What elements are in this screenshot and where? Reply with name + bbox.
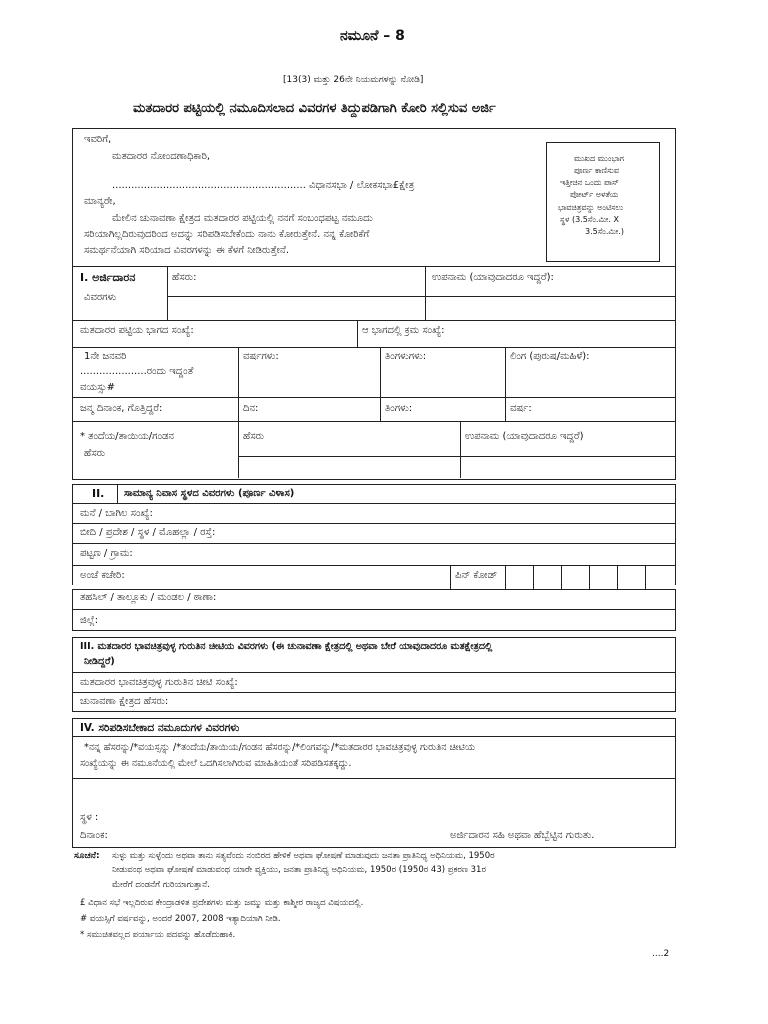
- section-4-line-2: ಸಂಖ್ಯೆಯನ್ನು ಈ ನಮೂನೆಯಲ್ಲಿ ಮೇಲೆ ಒದಗಿಸಲಾಗಿರುವ ಮಾಹಿತಿಯಂತೆ ಸರಿಪಡಿಸತಕ್ಕದ್ದು.: [80, 758, 352, 769]
- label-gender: ಲಿಂಗ (ಪುರುಷ/ಮಹಿಳೆ):: [510, 351, 590, 362]
- label-constituency-name: ಚುನಾವಣಾ ಕ್ಷೇತ್ರದ ಹೆಸರು:: [80, 696, 169, 707]
- photo-line-2: ಪೂರ್ಣ ಕಾಣಿಸುವ: [574, 166, 619, 175]
- label-dob: ಜನ್ಮ ದಿನಾಂಕ, ಗೊತ್ತಿದ್ದರೆ:: [80, 403, 163, 414]
- label-serial-no: ಆ ಭಾಗದಲ್ಲಿ ಕ್ರಮ ಸಂಖ್ಯೆ:: [362, 325, 445, 336]
- footnote-1: £ ವಿಧಾನ ಸಭೆ ಇಲ್ಲದಿರುವ ಕೇಂದ್ರಾಡಳಿತ ಪ್ರದೇಶಗಳು ಮತ್ತು ಜಮ್ಮು ಮತ್ತು ಕಾಶ್ಮೀರ ರಾಜ್ಯದ ವಿಷಯದಲ್ಲಿ.: [80, 898, 364, 908]
- label-year: ವರ್ಷ:: [510, 403, 532, 414]
- label-relative-name: ಹೆಸರು: [243, 431, 265, 442]
- body-line-3: ಸಮರ್ಥನೆಯಾಗಿ ಸರಿಯಾದ ವಿವರಗಳನ್ನು ಈ ಕೆಳಗೆ ನೀಡಿರುತ್ತೇನೆ.: [84, 245, 290, 256]
- note-line-1: ಸುಳ್ಳು ಮತ್ತು ಸುಳ್ಳೆಂದು ಅಥವಾ ತಾನು ಸತ್ಯವೆಂದು ನಂಬಿರದ ಹೇಳಿಕೆ ಅಥವಾ ಘೋಷಣೆ ಮಾಡುವುದು ಜನತಾ ಪ್ರಾತಿನಿಧ್ಯ ಅಧಿನಿಯಮ, 1950ರ: [112, 851, 495, 861]
- label-street: ಬೀದಿ / ಪ್ರದೇಶ / ಸ್ಥಳ / ಮೊಹಲ್ಲಾ / ರಸ್ತೆ:: [80, 527, 216, 538]
- address-to: ಇವರಿಗೆ,: [84, 134, 112, 145]
- salutation: ಮಾನ್ಯರೇ,: [84, 196, 116, 207]
- photo-line-3: ಇತ್ತೀಚಿನ ಒಂದು ಪಾಸ್: [560, 178, 619, 187]
- photo-line-4: ಪೋರ್ಟ್ ಅಳತೆಯ: [570, 190, 619, 199]
- label-relative-surname: ಉಪನಾಮ (ಯಾವುದಾದರೂ ಇದ್ದರೆ): [465, 431, 584, 442]
- label-post-office: ಅಂಚೆ ಕಚೇರಿ:: [80, 570, 125, 581]
- footnote-3: * ಸಮುಚಿತವಲ್ಲದ ಪರ್ಯಾಯ ಪದವನ್ನು ಹೊಡೆದುಹಾಕಿ.: [80, 930, 236, 940]
- label-card-no: ಮತದಾರರ ಭಾವಚಿತ್ರವುಳ್ಳ ಗುರುತಿನ ಚೀಟಿ ಸಂಖ್ಯೆ:: [80, 677, 238, 688]
- label-relative-2: ಹೆಸರು: [84, 448, 106, 459]
- page-continuation: ....2: [652, 949, 670, 959]
- photo-line-1: ಮುಖದ ಮುಂಭಾಗ: [574, 154, 624, 163]
- section-1-heading-2: ವಿವರಗಳು: [84, 292, 117, 303]
- label-tehsil: ತಹಸಿಲ್ / ತಾಲ್ಲೂಕು / ಮಂಡಲ / ಠಾಣಾ:: [80, 592, 217, 603]
- label-age-2: .....................ರಂದು ಇದ್ದಂತೆ: [80, 366, 194, 377]
- note-line-2: ನೀಡುವಂಥ ಅಥವಾ ಘೋಷಣೆ ಮಾಡುವಂಥ ಯಾರೇ ವ್ಯಕ್ತಿಯು, ಜನತಾ ಪ್ರಾತಿನಿಧ್ಯ ಅಧಿನಿಯಮ, 1950ರ (1950ರ 43) ಪ್ರಕರಣ 31ರ: [112, 865, 486, 875]
- section-3-heading-2: ನೀಡಿದ್ದರೆ): [84, 656, 115, 667]
- note-line-3: ಮೇರೆಗೆ ದಂಡನೆಗೆ ಗುರಿಯಾಗುತ್ತಾನೆ.: [112, 880, 210, 890]
- photo-line-7: 3.5ಸೆಂ.ಮೀ.): [585, 227, 624, 236]
- notes-label: ಸೂಚನೆ:: [74, 851, 100, 861]
- section-2-number: II.: [92, 487, 105, 500]
- label-district: ಜಿಲ್ಲೆ:: [80, 615, 99, 626]
- label-month: ತಿಂಗಳು:: [385, 403, 413, 414]
- label-part-no: ಮತದಾರರ ಪಟ್ಟಿಯ ಭಾಗದ ಸಂಖ್ಯೆ:: [80, 325, 194, 336]
- address-constituency: ............................................................. ವಿಧಾನಸಭಾ / ಲೋಕಸಭಾ£ಕ್ಷೇತ್ರ: [112, 180, 415, 191]
- label-place: ಸ್ಥಳ :: [80, 812, 99, 823]
- label-house: ಮನೆ / ಬಾಗಿಲ ಸಂಖ್ಯೆ:: [80, 508, 153, 519]
- photo-line-6: ಸ್ಥಳ (3.5ಸೆಂ.ಮೀ. X: [560, 215, 619, 224]
- label-town: ಪಟ್ಟಣ / ಗ್ರಾಮ:: [80, 548, 133, 559]
- label-age-3: ವಯಸ್ಸು#: [80, 382, 115, 393]
- label-signature: ಅರ್ಜಿದಾರನ ಸಹಿ ಅಥವಾ ಹೆಬ್ಬೆಟ್ಟಿನ ಗುರುತು.: [450, 830, 595, 841]
- section-4-box: [72, 718, 676, 848]
- body-line-2: ಸರಿಯಾಗಿಲ್ಲದಿರುವುದರಿಂದ ಅದನ್ನು ಸರಿಪಡಿಸಬೇಕೆಂದು ನಾನು ಕೋರುತ್ತೇನೆ. ನನ್ನ ಕೋರಿಕೆಗೆ: [84, 229, 370, 240]
- address-officer: ಮತದಾರರ ನೋಂದಣಾಧಿಕಾರಿ,: [112, 151, 211, 162]
- rule-reference: [13(3) ಮತ್ತು 26ನೇ ನಿಯಮಗಳನ್ನು ನೋಡಿ]: [283, 75, 424, 85]
- section-1-heading-1: I. ಅರ್ಜಿದಾರನ: [80, 271, 136, 284]
- label-surname: ಉಪನಾಮ (ಯಾವುದಾದರೂ ಇದ್ದರೆ):: [432, 272, 554, 283]
- footnote-2: # ವಯಸ್ಸಿಗೆ ವರ್ಷವನ್ನು, ಅಂದರೆ 2007, 2008 ಇತ್ಯಾದಿಯಾಗಿ ನೀಡಿ.: [80, 914, 281, 924]
- label-date: ದಿನಾಂಕ:: [80, 830, 108, 841]
- label-name: ಹೆಸರು:: [172, 272, 197, 283]
- section-2-heading: ಸಾಮಾನ್ಯ ನಿವಾಸ ಸ್ಥಳದ ವಿವರಗಳು (ಪೂರ್ಣ ವಿಳಾಸ): [124, 488, 295, 499]
- label-relative-1: * ತಂದೆಯ/ತಾಯಿಯ/ಗಂಡನ: [80, 431, 174, 442]
- label-years: ವರ್ಷಗಳು:: [243, 351, 279, 362]
- page-title: ಮತದಾರರ ಪಟ್ಟಿಯಲ್ಲಿ ನಮೂದಿಸಲಾದ ವಿವರಗಳ ತಿದ್ದುಪಡಿಗಾಗಿ ಕೋರಿ ಸಲ್ಲಿಸುವ ಅರ್ಜಿ: [133, 101, 496, 116]
- section-3-heading-1: III. ಮತದಾರರ ಭಾವಚಿತ್ರವುಳ್ಳ ಗುರುತಿನ ಚೀಟಿಯ ವಿವರಗಳು (ಈ ಚುನಾವಣಾ ಕ್ಷೇತ್ರದಲ್ಲಿ ಅಥವಾ ಬೇರೆ ಯಾವುದಾದರೂ ಮತಕ್ಷೇತ್ರದಲ್ಲಿ: [80, 641, 493, 652]
- section-4-heading: IV. ಸರಿಪಡಿಸಬೇಕಾದ ನಮೂದುಗಳ ವಿವರಗಳು: [80, 722, 240, 734]
- label-day: ದಿನ:: [243, 403, 259, 414]
- section-4-line-1: *ನನ್ನ ಹೆಸರನ್ನು/*ವಯಸ್ಸನ್ನು /*ತಂದೆಯ/ತಾಯಿಯ/ಗಂಡನ ಹೆಸರನ್ನು/*ಲಿಂಗವನ್ನು/*ಮತದಾರರ ಭಾವಚಿತ್ರವುಳ್ಳ ಗುರುತಿನ ಚೀಟಿಯ: [84, 742, 476, 753]
- label-months: ತಿಂಗಳುಗಳು:: [385, 351, 427, 362]
- body-line-1: ಮೇಲಿನ ಚುನಾವಣಾ ಕ್ಷೇತ್ರದ ಮತದಾರರ ಪಟ್ಟಿಯಲ್ಲಿ ನನಗೆ ಸಂಬಂಧಪಟ್ಟ ನಮೂದು: [112, 213, 373, 224]
- label-pin-code: ಪಿನ್ ಕೋಡ್: [455, 570, 498, 581]
- label-age-1: 1ನೇ ಜನವರಿ: [84, 351, 127, 362]
- photo-line-5: ಭಾವಚಿತ್ರವನ್ನು ಅಂಟಿಸಲು: [558, 203, 624, 212]
- form-number: ನಮೂನೆ – 8: [340, 28, 405, 44]
